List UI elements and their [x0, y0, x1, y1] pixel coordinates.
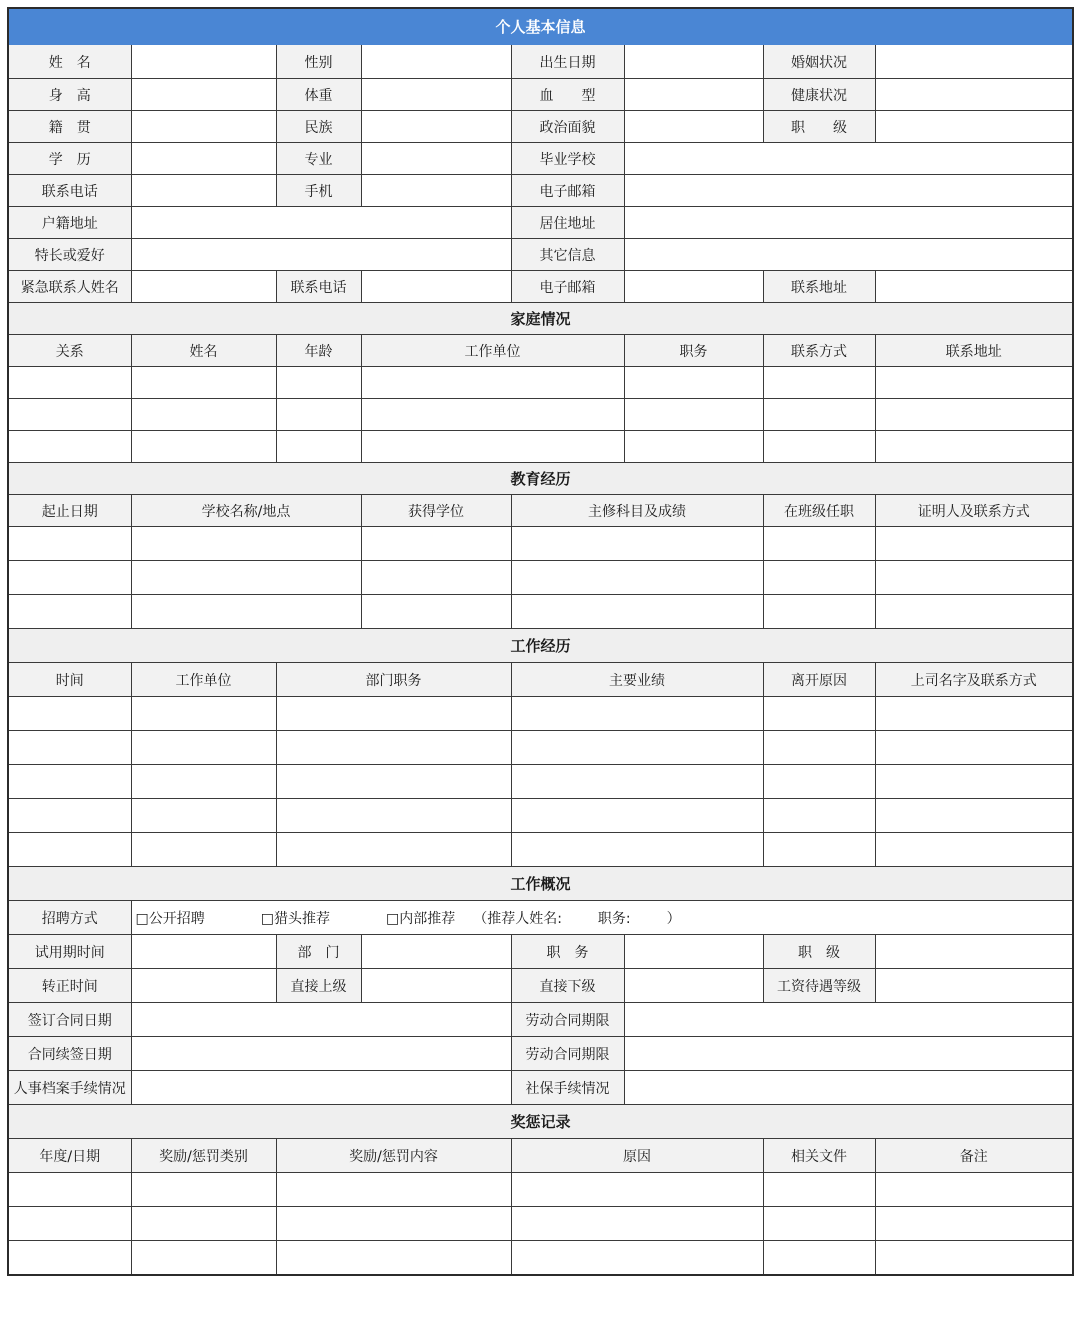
section-education-title: 教育经历: [8, 463, 1073, 495]
input-emergency-contact[interactable]: [131, 271, 276, 303]
input-emergency-phone[interactable]: [361, 271, 511, 303]
basic-row-8: [8, 271, 1073, 303]
family-header: 联系方式: [763, 335, 875, 367]
table-row: [8, 1241, 1073, 1276]
family-cell[interactable]: [131, 399, 276, 431]
rewards-cell[interactable]: [511, 1173, 763, 1207]
work-cell[interactable]: [763, 833, 875, 867]
work-cell[interactable]: [511, 799, 763, 833]
input-salary-grade[interactable]: [875, 969, 1073, 1003]
label-blood: 血 型: [511, 79, 624, 111]
work-header: 时间: [8, 663, 131, 697]
label-contract-date: 签订合同日期: [8, 1003, 131, 1037]
education-cell[interactable]: [361, 561, 511, 595]
rewards-cell[interactable]: [8, 1241, 131, 1276]
label-personnel-file: 人事档案手续情况: [8, 1071, 131, 1105]
education-header: 获得学位: [361, 495, 511, 527]
education-cell[interactable]: [8, 595, 131, 629]
rewards-cell[interactable]: [511, 1207, 763, 1241]
form-table: [7, 7, 1074, 1276]
input-supervisor[interactable]: [361, 969, 511, 1003]
label-marital: 婚姻状况: [763, 45, 875, 79]
education-cell[interactable]: [8, 561, 131, 595]
table-row: [8, 731, 1073, 765]
label-contract-term: 劳动合同期限: [511, 1003, 624, 1037]
section-overview-title: 工作概况: [8, 867, 1073, 901]
family-cell[interactable]: [875, 367, 1073, 399]
label-household-address: 户籍地址: [8, 207, 131, 239]
education-header: 起止日期: [8, 495, 131, 527]
rewards-cell[interactable]: [763, 1173, 875, 1207]
family-header: 联系地址: [875, 335, 1073, 367]
work-cell[interactable]: [131, 697, 276, 731]
label-department: 部 门: [276, 935, 361, 969]
table-row: [8, 1207, 1073, 1241]
label-regularization: 转正时间: [8, 969, 131, 1003]
input-school[interactable]: [624, 143, 1073, 175]
label-other-info: 其它信息: [511, 239, 624, 271]
work-cell[interactable]: [276, 697, 511, 731]
rewards-header-row: [8, 1139, 1073, 1173]
label-position: 职 务: [511, 935, 624, 969]
rewards-header: 奖励/惩罚内容: [276, 1139, 511, 1173]
family-cell[interactable]: [624, 367, 763, 399]
work-cell[interactable]: [875, 833, 1073, 867]
education-cell[interactable]: [875, 561, 1073, 595]
referrer-position-label: 职务:: [597, 910, 631, 927]
label-renewal-term: 劳动合同期限: [511, 1037, 624, 1071]
basic-row-4: [8, 143, 1073, 175]
work-cell[interactable]: [8, 765, 131, 799]
label-health: 健康状况: [763, 79, 875, 111]
work-cell[interactable]: [875, 799, 1073, 833]
label-gender: 性别: [276, 45, 361, 79]
basic-row-3: [8, 111, 1073, 143]
family-cell[interactable]: [131, 367, 276, 399]
label-subordinate: 直接下级: [511, 969, 624, 1003]
table-row: [8, 697, 1073, 731]
table-row: [8, 833, 1073, 867]
education-cell[interactable]: [361, 527, 511, 561]
family-header: 职务: [624, 335, 763, 367]
education-header-row: [8, 495, 1073, 527]
rewards-cell[interactable]: [276, 1241, 511, 1276]
work-cell[interactable]: [131, 731, 276, 765]
work-cell[interactable]: [8, 833, 131, 867]
overview-row-2: [8, 935, 1073, 969]
education-cell[interactable]: [511, 527, 763, 561]
family-cell[interactable]: [875, 399, 1073, 431]
family-header: 姓名: [131, 335, 276, 367]
family-header: 工作单位: [361, 335, 624, 367]
work-cell[interactable]: [276, 731, 511, 765]
input-political[interactable]: [624, 111, 763, 143]
education-cell[interactable]: [763, 561, 875, 595]
family-cell[interactable]: [276, 431, 361, 463]
input-major[interactable]: [361, 143, 511, 175]
input-department[interactable]: [361, 935, 511, 969]
table-row: [8, 561, 1073, 595]
label-emergency-contact: 紧急联系人姓名: [8, 271, 131, 303]
label-native: 籍 贯: [8, 111, 131, 143]
education-cell[interactable]: [875, 527, 1073, 561]
section-rewards-title: 奖惩记录: [8, 1105, 1073, 1139]
education-header: 主修科目及成绩: [511, 495, 763, 527]
label-renewal-date: 合同续签日期: [8, 1037, 131, 1071]
label-salary-grade: 工资待遇等级: [763, 969, 875, 1003]
work-cell[interactable]: [763, 697, 875, 731]
input-contract-term[interactable]: [624, 1003, 1073, 1037]
rewards-cell[interactable]: [131, 1207, 276, 1241]
basic-row-6: [8, 207, 1073, 239]
rewards-header: 原因: [511, 1139, 763, 1173]
work-cell[interactable]: [8, 731, 131, 765]
education-cell[interactable]: [875, 595, 1073, 629]
input-marital[interactable]: [875, 45, 1073, 79]
work-cell[interactable]: [763, 799, 875, 833]
education-cell[interactable]: [8, 527, 131, 561]
resume-form: [7, 7, 1072, 1276]
table-row: [8, 1173, 1073, 1207]
work-header: 部门职务: [276, 663, 511, 697]
label-recruit-method: 招聘方式: [8, 901, 131, 935]
table-row: [8, 431, 1073, 463]
label-major: 专业: [276, 143, 361, 175]
education-cell[interactable]: [131, 595, 361, 629]
education-cell[interactable]: [131, 527, 361, 561]
education-cell[interactable]: [511, 561, 763, 595]
family-header: 关系: [8, 335, 131, 367]
input-emergency-email[interactable]: [624, 271, 763, 303]
input-renewal-date[interactable]: [131, 1037, 511, 1071]
overview-recruit-row: [8, 901, 1073, 935]
rewards-cell[interactable]: [131, 1173, 276, 1207]
overview-row-4: [8, 1003, 1073, 1037]
rewards-cell[interactable]: [875, 1241, 1073, 1276]
rewards-cell[interactable]: [8, 1173, 131, 1207]
education-cell[interactable]: [763, 527, 875, 561]
rewards-cell[interactable]: [875, 1173, 1073, 1207]
work-cell[interactable]: [763, 731, 875, 765]
education-cell[interactable]: [763, 595, 875, 629]
input-birthdate[interactable]: [624, 45, 763, 79]
basic-row-5: [8, 175, 1073, 207]
work-cell[interactable]: [276, 833, 511, 867]
input-household-address[interactable]: [131, 207, 511, 239]
rewards-header: 备注: [875, 1139, 1073, 1173]
work-header-row: [8, 663, 1073, 697]
table-row: [8, 799, 1073, 833]
education-cell[interactable]: [131, 561, 361, 595]
paren-close: ）: [666, 910, 681, 927]
work-header: 上司名字及联系方式: [875, 663, 1073, 697]
option-public-recruit[interactable]: □公开招聘: [135, 910, 205, 927]
input-blood[interactable]: [624, 79, 763, 111]
family-cell[interactable]: [8, 399, 131, 431]
work-cell[interactable]: [763, 765, 875, 799]
input-height[interactable]: [131, 79, 276, 111]
input-name[interactable]: [131, 45, 276, 79]
form-title: 个人基本信息: [8, 8, 1073, 45]
rewards-cell[interactable]: [276, 1173, 511, 1207]
family-cell[interactable]: [361, 431, 624, 463]
input-education[interactable]: [131, 143, 276, 175]
label-email: 电子邮箱: [511, 175, 624, 207]
label-emergency-email: 电子邮箱: [511, 271, 624, 303]
family-cell[interactable]: [763, 399, 875, 431]
label-name: 姓 名: [8, 45, 131, 79]
label-hobbies: 特长或爱好: [8, 239, 131, 271]
label-ethnic: 民族: [276, 111, 361, 143]
table-row: [8, 765, 1073, 799]
label-weight: 体重: [276, 79, 361, 111]
rewards-cell[interactable]: [763, 1241, 875, 1276]
family-cell[interactable]: [276, 399, 361, 431]
basic-row-2: [8, 79, 1073, 111]
rewards-cell[interactable]: [276, 1207, 511, 1241]
overview-row-3: [8, 969, 1073, 1003]
label-school: 毕业学校: [511, 143, 624, 175]
work-cell[interactable]: [875, 697, 1073, 731]
input-weight[interactable]: [361, 79, 511, 111]
label-probation: 试用期时间: [8, 935, 131, 969]
table-row: [8, 527, 1073, 561]
label-emergency-address: 联系地址: [763, 271, 875, 303]
work-cell[interactable]: [875, 731, 1073, 765]
rewards-cell[interactable]: [763, 1207, 875, 1241]
input-other-info[interactable]: [624, 239, 1073, 271]
education-cell[interactable]: [361, 595, 511, 629]
family-header-row: [8, 335, 1073, 367]
rewards-header: 奖励/惩罚类别: [131, 1139, 276, 1173]
work-header: 离开原因: [763, 663, 875, 697]
family-cell[interactable]: [276, 367, 361, 399]
work-header: 工作单位: [131, 663, 276, 697]
input-contract-date[interactable]: [131, 1003, 511, 1037]
input-social-security[interactable]: [624, 1071, 1073, 1105]
family-cell[interactable]: [8, 367, 131, 399]
overview-row-5: [8, 1037, 1073, 1071]
label-social-security: 社保手续情况: [511, 1071, 624, 1105]
recruit-options: [131, 901, 1073, 935]
rewards-cell[interactable]: [875, 1207, 1073, 1241]
work-cell[interactable]: [875, 765, 1073, 799]
input-regularization[interactable]: [131, 969, 276, 1003]
rewards-header: 相关文件: [763, 1139, 875, 1173]
work-cell[interactable]: [276, 765, 511, 799]
work-cell[interactable]: [131, 799, 276, 833]
input-level[interactable]: [875, 935, 1073, 969]
family-cell[interactable]: [361, 399, 624, 431]
input-renewal-term[interactable]: [624, 1037, 1073, 1071]
work-cell[interactable]: [131, 833, 276, 867]
work-cell[interactable]: [8, 697, 131, 731]
label-height: 身 高: [8, 79, 131, 111]
rewards-cell[interactable]: [511, 1241, 763, 1276]
label-emergency-phone: 联系电话: [276, 271, 361, 303]
work-cell[interactable]: [276, 799, 511, 833]
basic-row-7: [8, 239, 1073, 271]
family-cell[interactable]: [361, 367, 624, 399]
input-rank[interactable]: [875, 111, 1073, 143]
education-cell[interactable]: [511, 595, 763, 629]
table-row: [8, 595, 1073, 629]
table-row: [8, 367, 1073, 399]
option-internal[interactable]: □内部推荐: [385, 910, 456, 927]
input-personnel-file[interactable]: [131, 1071, 511, 1105]
label-rank: 职 级: [763, 111, 875, 143]
family-cell[interactable]: [763, 367, 875, 399]
family-cell[interactable]: [8, 431, 131, 463]
label-birthdate: 出生日期: [511, 45, 624, 79]
overview-row-6: [8, 1071, 1073, 1105]
rewards-cell[interactable]: [131, 1241, 276, 1276]
input-native[interactable]: [131, 111, 276, 143]
label-mobile: 手机: [276, 175, 361, 207]
education-header: 在班级任职: [763, 495, 875, 527]
education-header: 学校名称/地点: [131, 495, 361, 527]
work-cell[interactable]: [511, 765, 763, 799]
input-ethnic[interactable]: [361, 111, 511, 143]
education-header: 证明人及联系方式: [875, 495, 1073, 527]
work-cell[interactable]: [511, 697, 763, 731]
input-probation[interactable]: [131, 935, 276, 969]
label-political: 政治面貌: [511, 111, 624, 143]
label-phone: 联系电话: [8, 175, 131, 207]
label-supervisor: 直接上级: [276, 969, 361, 1003]
rewards-cell[interactable]: [8, 1207, 131, 1241]
label-level: 职 级: [763, 935, 875, 969]
family-cell[interactable]: [131, 431, 276, 463]
input-residence-address[interactable]: [624, 207, 1073, 239]
rewards-header: 年度/日期: [8, 1139, 131, 1173]
work-cell[interactable]: [131, 765, 276, 799]
family-header: 年龄: [276, 335, 361, 367]
label-education: 学 历: [8, 143, 131, 175]
work-header: 主要业绩: [511, 663, 763, 697]
work-cell[interactable]: [8, 799, 131, 833]
work-cell[interactable]: [511, 833, 763, 867]
input-phone[interactable]: [131, 175, 276, 207]
input-health[interactable]: [875, 79, 1073, 111]
input-hobbies[interactable]: [131, 239, 511, 271]
family-cell[interactable]: [763, 431, 875, 463]
basic-row-1: [8, 45, 1073, 79]
input-position[interactable]: [624, 935, 763, 969]
input-gender[interactable]: [361, 45, 511, 79]
referrer-name-label: （推荐人姓名:: [473, 910, 562, 927]
label-residence-address: 居住地址: [511, 207, 624, 239]
input-emergency-address[interactable]: [875, 271, 1073, 303]
section-work-title: 工作经历: [8, 629, 1073, 663]
table-row: [8, 399, 1073, 431]
input-mobile[interactable]: [361, 175, 511, 207]
option-headhunter[interactable]: □猎头推荐: [260, 910, 330, 927]
family-cell[interactable]: [875, 431, 1073, 463]
work-cell[interactable]: [511, 731, 763, 765]
input-email[interactable]: [624, 175, 1073, 207]
section-family-title: 家庭情况: [8, 303, 1073, 335]
family-cell[interactable]: [624, 431, 763, 463]
input-subordinate[interactable]: [624, 969, 763, 1003]
family-cell[interactable]: [624, 399, 763, 431]
